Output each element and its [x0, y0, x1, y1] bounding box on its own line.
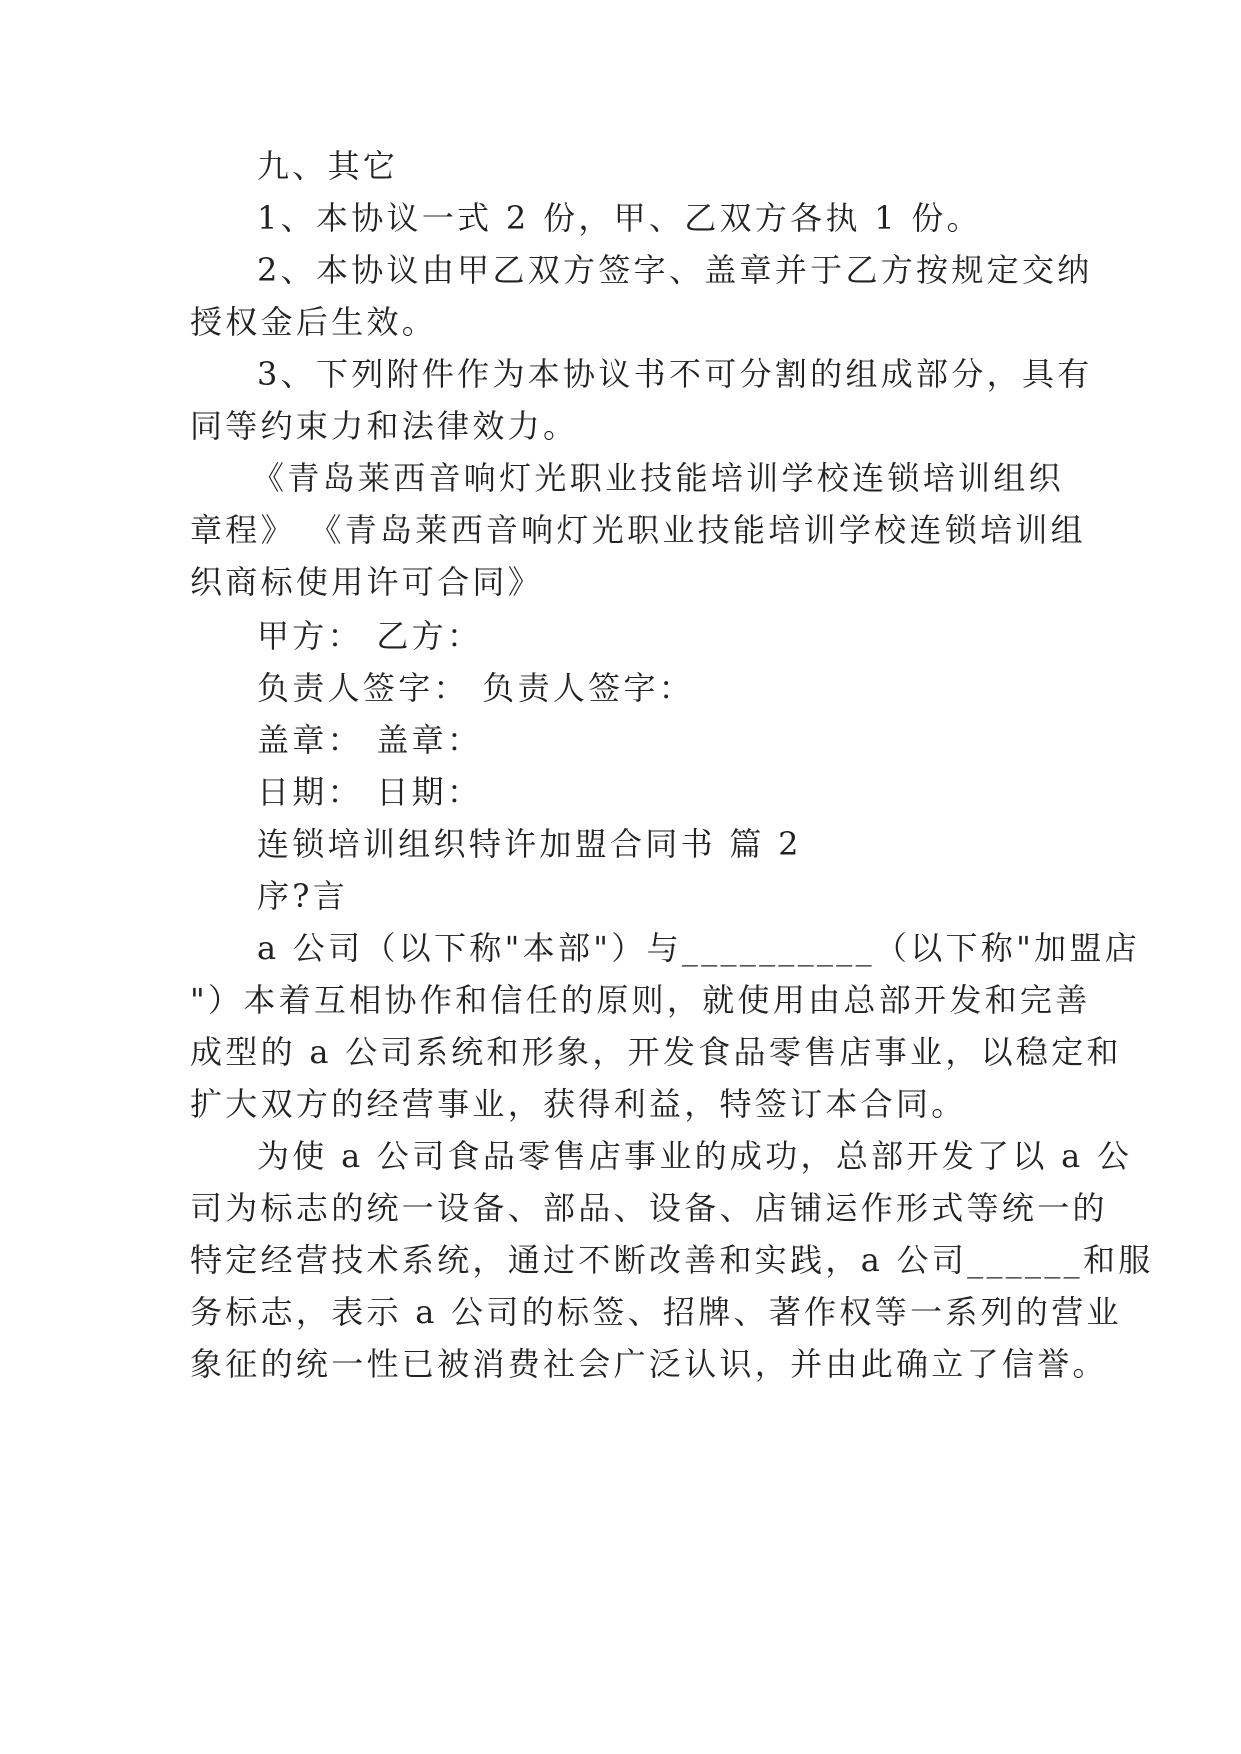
preface-p2-line-4: 务标志，表示 a 公司的标签、招牌、著作权等一系列的营业	[190, 1293, 1122, 1331]
attachments-line-1: 《青岛莱西音响灯光职业技能培训学校连锁培训组织	[252, 459, 1064, 497]
preface-p2-line-2: 司为标志的统一设备、部品、设备、店铺运作形式等统一的	[190, 1189, 1108, 1227]
clause-1: 1、本协议一式 2 份，甲、乙双方各执 1 份。	[257, 199, 982, 237]
attachments-line-3: 织商标使用许可合同》	[190, 563, 544, 601]
seal-fields: 盖章： 盖章：	[257, 721, 483, 759]
preface-p2-line-5: 象征的统一性已被消费社会广泛认识，并由此确立了信誉。	[190, 1345, 1108, 1383]
clause-2-line-1: 2、本协议由甲乙双方签字、盖章并于乙方按规定交纳	[257, 251, 1093, 289]
contract-title: 连锁培训组织特许加盟合同书 篇 2	[257, 825, 802, 863]
clause-3-line-2: 同等约束力和法律效力。	[190, 407, 579, 445]
signature-fields: 负责人签字： 负责人签字：	[257, 669, 695, 707]
clause-2-line-2: 授权金后生效。	[190, 303, 438, 341]
preface-p2-line-3: 特定经营技术系统，通过不断改善和实践，a 公司______和服	[190, 1241, 1154, 1279]
preface-p1-line-3: 成型的 a 公司系统和形象，开发食品零售店事业，以稳定和	[190, 1033, 1122, 1071]
preface-p2-line-1: 为使 a 公司食品零售店事业的成功，总部开发了以 a 公	[257, 1137, 1133, 1175]
date-fields: 日期： 日期：	[257, 773, 483, 811]
section-heading: 九、其它	[257, 147, 399, 185]
clause-3-line-1: 3、下列附件作为本协议书不可分割的组成部分，具有	[257, 355, 1093, 393]
preface-p1-line-4: 扩大双方的经营事业，获得利益，特签订本合同。	[190, 1085, 967, 1123]
party-names: 甲方： 乙方：	[257, 617, 483, 655]
preface-p1-line-2: "）本着互相协作和信任的原则，就使用由总部开发和完善	[190, 981, 1091, 1019]
preface-heading: 序?言	[257, 877, 349, 915]
attachments-line-2: 章程》 《青岛莱西音响灯光职业技能培训学校连锁培训组	[190, 511, 1086, 549]
preface-p1-line-1: a 公司（以下称"本部"）与__________（以下称"加盟店	[257, 929, 1141, 967]
